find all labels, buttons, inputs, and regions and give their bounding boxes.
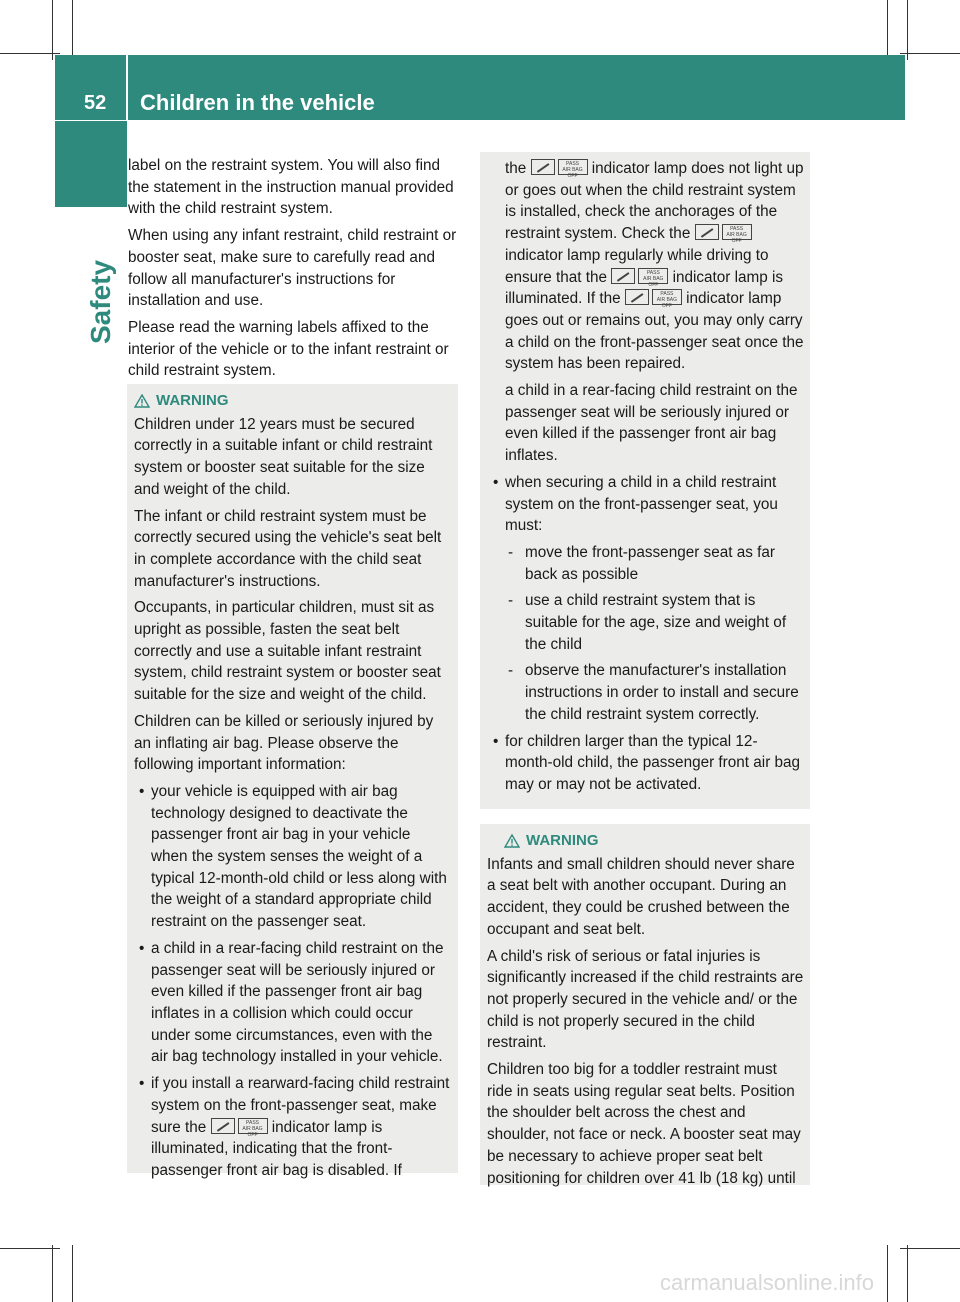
airbag-off-indicator-icon: PASS AIR BAG OFF [211, 1118, 268, 1134]
warning-box-continued [480, 152, 810, 809]
crop-mark [907, 1245, 908, 1302]
side-label-text: Safety [85, 259, 116, 344]
crop-mark [72, 0, 73, 60]
page-number: 52 [84, 92, 107, 114]
dash-item: - use a child restraint system that is suitable for the age, size and weight of the child [508, 592, 787, 653]
paragraph: Please read the warning labels affixed to the interior of the vehicle or to the infant restraint or child restraint system. [128, 318, 449, 380]
child-seat-icon [211, 1118, 235, 1134]
dash-item: - observe the manufacturer's installation instructions in order to install and secure the child restraint system correctly. [508, 662, 799, 723]
side-tab [55, 121, 127, 207]
paragraph: label on the restraint system. You will also find the statement in the instruction manual provided with the child restraint system. [128, 157, 454, 218]
paragraph: a child in a rear-facing child restraint on the passenger seat will be seriously injured or even killed if the passenger front air bag inflates. [505, 382, 798, 465]
warning-paragraph: The infant or child restraint system must be correctly secured using the vehicle's seat belt in complete accordance with the child seat manufacturer's instructions. [134, 507, 442, 590]
warning-title: WARNING [526, 832, 599, 849]
bullet-item: • for children larger than the typical 12-month-old child, the passenger front air bag may or may not be activated. [493, 732, 801, 793]
airbag-off-indicator-icon: PASS AIR BAG OFF [531, 159, 588, 175]
bullet-item: • when securing a child in a child restraint system on the front-passenger seat, you must: [493, 473, 778, 535]
crop-mark [900, 1248, 960, 1249]
header-divider [126, 55, 128, 120]
crop-mark [887, 1245, 888, 1302]
warning-paragraph: Infants and small children should never share a seat belt with another occupant. During an accident, they could be crushed between the occupant and seat belt. [487, 855, 795, 938]
crop-mark [0, 1248, 60, 1249]
crop-mark [52, 1245, 53, 1302]
crop-mark [0, 53, 60, 54]
crop-mark [907, 0, 908, 60]
warning-heading [134, 390, 450, 412]
side-label [85, 214, 115, 354]
warning-heading [487, 830, 804, 852]
warning-paragraph: Occupants, in particular children, must sit as upright as possible, fasten the seat belt correctly and use a suitable infant restraint system, child restraint system or booster seat suitable for the size and weight of the child. [134, 599, 441, 704]
intro-text [128, 155, 461, 387]
warning-triangle-icon [134, 394, 150, 408]
warning-triangle-icon [504, 834, 520, 848]
airbag-off-indicator-icon: PASS AIR BAG OFF [625, 289, 682, 305]
airbag-off-indicator-icon: PASS AIR BAG OFF [695, 224, 752, 240]
bullet-item: • a child in a rear-facing child restraint on the passenger seat will be seriously injured or even killed if the passenger front air bag inflates in a collision which could occur under some circumstances, even with the air bag technology installed in your vehicle. [139, 939, 444, 1066]
bullet-item: • your vehicle is equipped with air bag technology designed to deactivate the passenger front air bag in your vehicle when the system senses the weight of a typical 12-month-old child or less along with the weight of a standard appropriate child restraint on the passenger seat. [139, 782, 447, 931]
warning-title: WARNING [156, 392, 229, 409]
crop-mark [887, 0, 888, 60]
airbag-off-indicator-icon: PASS AIR BAG OFF [611, 268, 668, 284]
chapter-title: Children in the vehicle [140, 90, 375, 115]
warning-box-2 [480, 824, 810, 1185]
warning-paragraph: Children under 12 years must be secured correctly in a suitable infant or child restraint system or booster seat suitable for the size and weight of the child. [134, 415, 433, 498]
paragraph: When using any infant restraint, child restraint or booster seat, make sure to carefully read and follow all manufacturer's instructions for installation and use. [128, 227, 457, 310]
warning-paragraph: Children can be killed or seriously injured by an inflating air bag. Please observe the following important information: [134, 712, 434, 774]
watermark: carmanualsonline.info [660, 1270, 875, 1295]
warning-box [127, 384, 458, 1179]
warning-paragraph: A child's risk of serious or fatal injuries is significantly increased if the child restraints are not properly secured in the vehicle and/ or the child is not properly secured in the child restraint. [487, 947, 804, 1052]
crop-mark [900, 53, 960, 54]
crop-mark [52, 0, 53, 60]
warning-paragraph: Children too big for a toddler restraint must ride in seats using regular seat belts. Position the shoulder belt across the chest and shoulder, not face or neck. A booster seat may be necessary to achieve proper seat belt positioning for children over 41 lb (18 kg) until [487, 1061, 801, 1187]
indicator-paragraph: the PASS AIR BAG OFF indicator lamp does not light up or goes out when the child restraint system is installed, check the anchorages of the restraint system. Check the PASS AIR BAG OFF indicator lamp regularly while driving to ensure that the PASS AIR BAG OFF indicator lamp is illuminated. If the PASS AIR BAG OFF indicator lamp goes out or remains out, you may only carry a child on the front-passenger seat once the system has been repaired. [505, 160, 804, 373]
bullet-item: • if you install a rearward-facing child restraint system on the front-passenger seat, make sure the PASS AIR BAG OFF indicator lamp is illuminated, indicating that the front-passenger front air bag is disabled. If [139, 1075, 450, 1179]
crop-mark [72, 1245, 73, 1302]
dash-item: - move the front-passenger seat as far back as possible [508, 543, 775, 583]
